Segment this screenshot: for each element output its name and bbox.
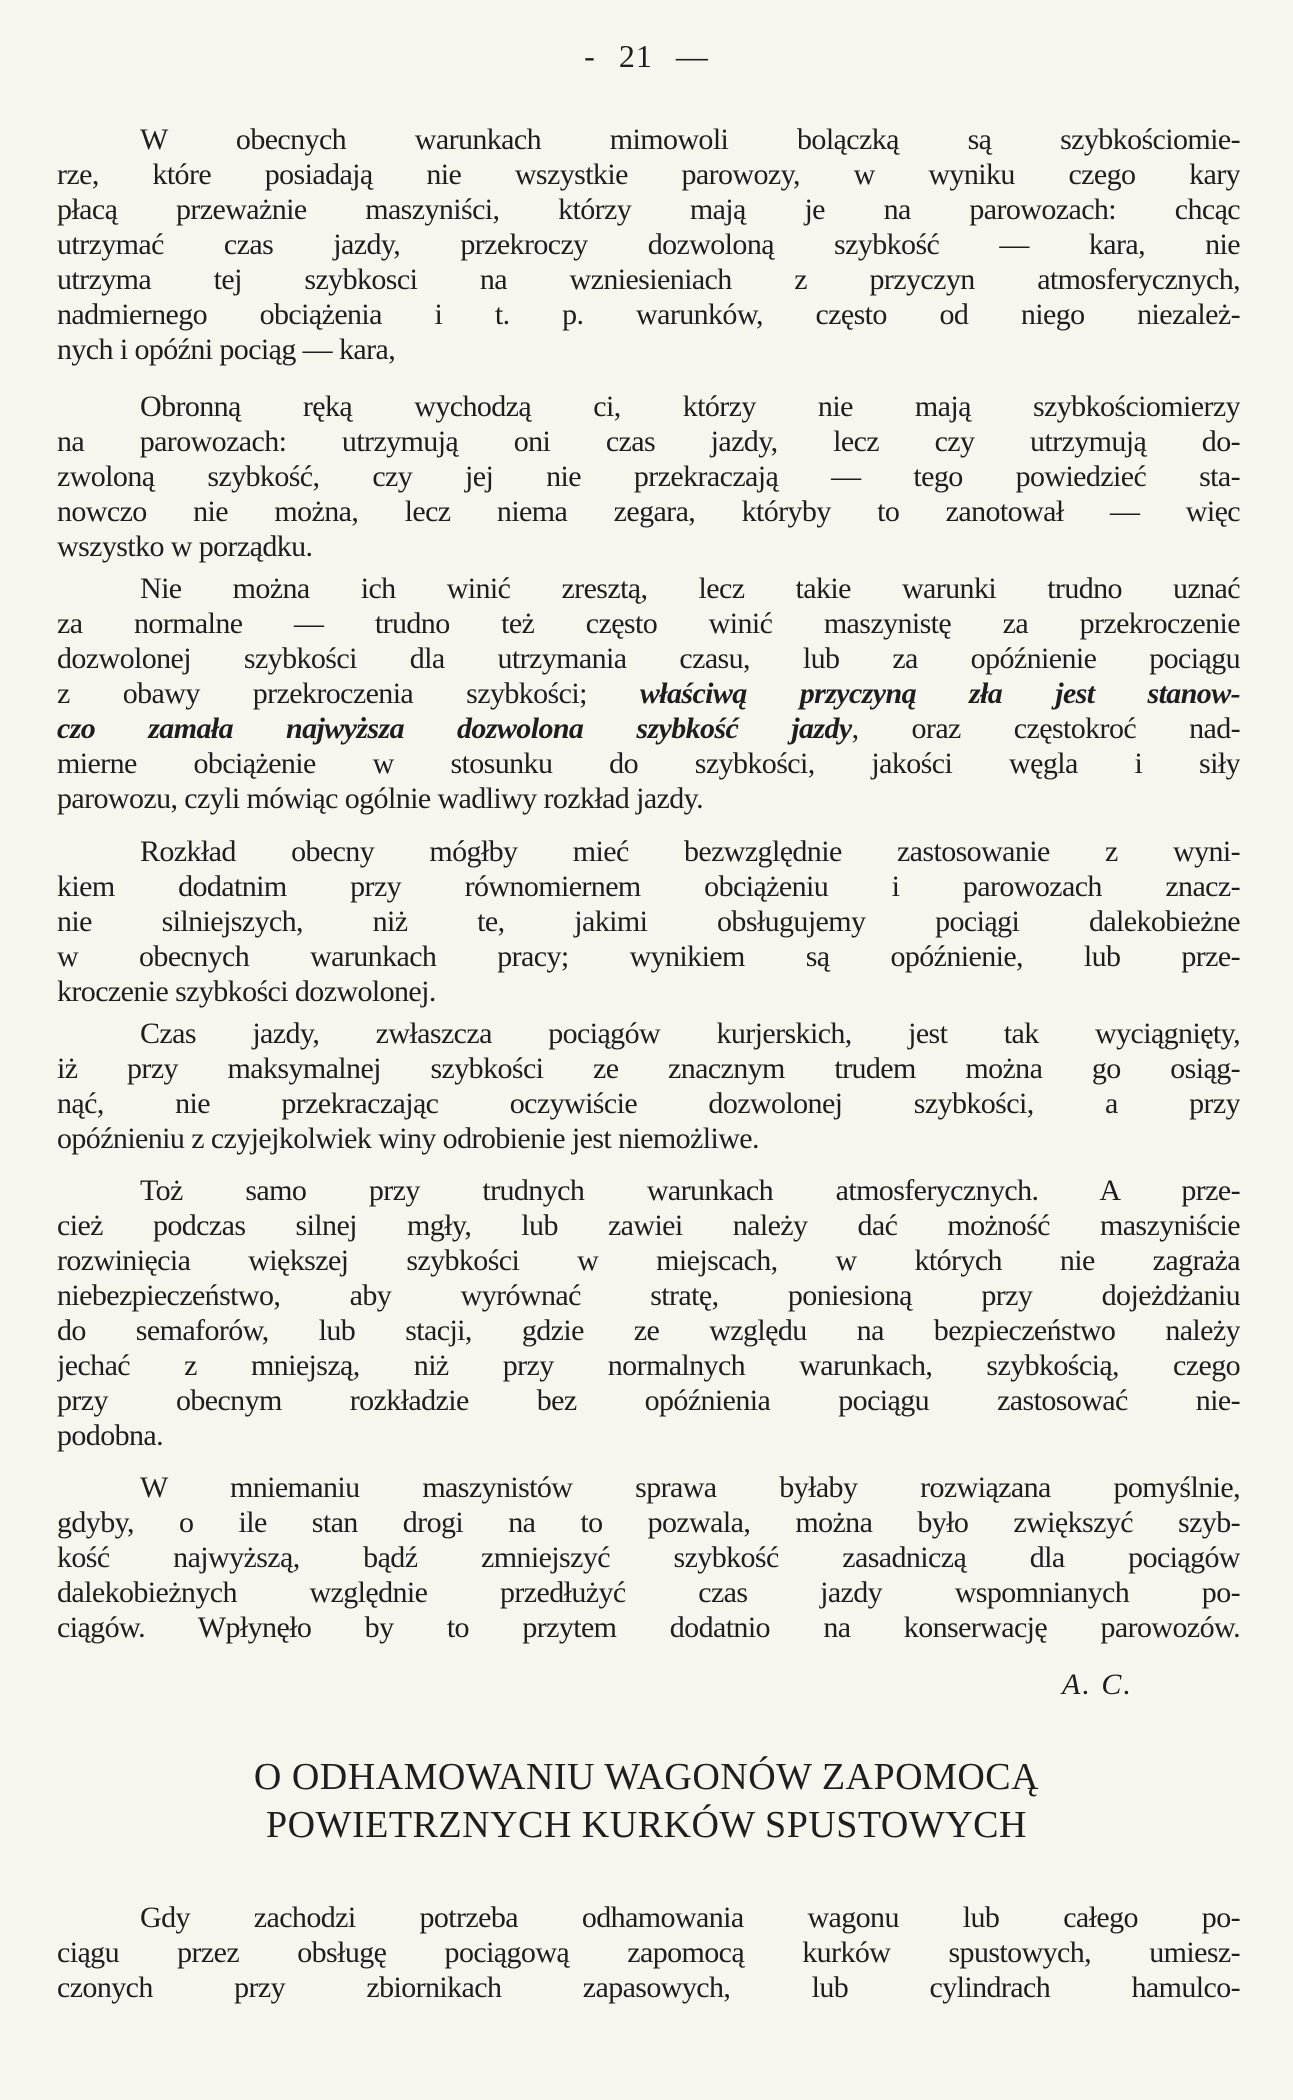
text-line: kość najwyższą, bądź zmniejszyć szybkość zasadniczą dla pociągów	[57, 1541, 1240, 1574]
paragraph-2	[57, 389, 1240, 564]
text-line: W mniemaniu maszynistów sprawa byłaby rozwiązana pomyślnie,	[140, 1471, 1240, 1504]
text-line-mixed	[57, 676, 1240, 711]
text-line: nadmiernego obciążenia i t. p. warunków, często od niego niezależ-	[57, 298, 1240, 331]
page-number-value: 21	[618, 38, 653, 74]
text-line: rozwinięcia większej szybkości w miejscach, w których nie zagraża	[57, 1244, 1240, 1277]
text-line: nąć, nie przekraczając oczywiście dozwolonej szybkości, a przy	[57, 1087, 1240, 1120]
paragraph-4	[57, 834, 1240, 1009]
text-line: nowczo nie można, lecz niema zegara, któryby to zanotował — więc	[57, 495, 1240, 528]
text-line: utrzymać czas jazdy, przekroczy dozwoloną szybkość — kara, nie	[57, 228, 1240, 261]
section-title-line-2: POWIETRZNYCH KURKÓW SPUSTOWYCH	[266, 1804, 1027, 1846]
text-line: iż przy maksymalnej szybkości ze znacznym trudem można go osiąg-	[57, 1052, 1240, 1085]
text-line: mierne obciążenie w stosunku do szybkości, jakości węgla i siły	[57, 747, 1240, 780]
paragraph-5	[57, 1016, 1240, 1156]
text-line: podobna.	[57, 1419, 164, 1452]
text-line: na parowozach: utrzymują oni czas jazdy, lecz czy utrzymują do-	[57, 425, 1240, 458]
text-line: parowozu, czyli mówiąc ogólnie wadliwy rozkład jazdy.	[57, 782, 704, 815]
text-line: nie silniejszych, niż te, jakimi obsługujemy pociągi dalekobieżne	[57, 905, 1240, 938]
text-line: w obecnych warunkach pracy; wynikiem są opóźnienie, lub prze-	[57, 940, 1240, 973]
text-normal: , oraz częstokroć nad-	[851, 712, 1240, 745]
text-line: wszystko w porządku.	[57, 530, 313, 563]
text-line: jechać z mniejszą, niż przy normalnych warunkach, szybkością, czego	[57, 1349, 1240, 1382]
text-line: przy obecnym rozkładzie bez opóźnienia pociągu zastosować nie-	[57, 1384, 1240, 1417]
text-line: Obronną ręką wychodzą ci, którzy nie mają szybkościomierzy	[140, 390, 1240, 423]
text-line: ciągu przez obsługę pociągową zapomocą kurków spustowych, umiesz-	[57, 1936, 1240, 1969]
page-number-dash-right: —	[675, 38, 709, 74]
text-line: rze, które posiadają nie wszystkie parowozy, w wyniku czego kary	[57, 158, 1240, 191]
text-line: Toż samo przy trudnych warunkach atmosferycznych. A prze-	[140, 1174, 1240, 1207]
author-signature: A. C.	[1062, 1668, 1133, 1701]
text-line: W obecnych warunkach mimowoli bolączką są szybkościomie-	[140, 123, 1240, 156]
section-title-line-1: O ODHAMOWANIU WAGONÓW ZAPOMOCĄ	[253, 1756, 1040, 1798]
text-line: kiem dodatnim przy równomiernem obciążeniu i parowozach znacz-	[57, 870, 1240, 903]
text-line: do semaforów, lub stacji, gdzie ze względu na bezpieczeństwo należy	[57, 1314, 1240, 1347]
text-line: ciągów. Wpłynęło by to przytem dodatnio na konserwację parowozów.	[57, 1611, 1240, 1644]
paragraph-3	[57, 571, 1240, 816]
text-line: utrzyma tej szybkosci na wzniesieniach z przyczyn atmosferycznych,	[57, 263, 1240, 296]
section-paragraph	[57, 1900, 1240, 2005]
paragraph-7	[57, 1470, 1240, 1645]
text-line: Rozkład obecny mógłby mieć bezwzględnie zastosowanie z wyni-	[140, 835, 1240, 868]
text-line: płacą przeważnie maszyniści, którzy mają je na parowozach: chcąc	[57, 193, 1240, 226]
paragraph-1	[57, 122, 1240, 367]
text-line: gdyby, o ile stan drogi na to pozwala, można było zwiększyć szyb-	[57, 1506, 1240, 1539]
text-line: Gdy zachodzi potrzeba odhamowania wagonu lub całego po-	[140, 1901, 1240, 1934]
section-title	[0, 1753, 1293, 1849]
text-normal: z obawy przekroczenia szybkości;	[57, 677, 640, 710]
text-line: nych i opóźni pociąg — kara,	[57, 333, 396, 366]
text-line: niebezpieczeństwo, aby wyrównać stratę, poniesioną przy dojeżdżaniu	[57, 1279, 1240, 1312]
text-line: za normalne — trudno też często winić maszynistę za przekroczenie	[57, 607, 1240, 640]
text-emphasis: właściwą przyczyną zła jest stanow-	[639, 677, 1240, 710]
text-line: Nie można ich winić zresztą, lecz takie warunki trudno uznać	[140, 572, 1240, 605]
text-line: dalekobieżnych względnie przedłużyć czas jazdy wspomnianych po-	[57, 1576, 1240, 1609]
text-line: czonych przy zbiornikach zapasowych, lub cylindrach hamulco-	[57, 1971, 1240, 2004]
text-line: dozwolonej szybkości dla utrzymania czasu, lub za opóźnienie pociągu	[57, 642, 1240, 675]
page-number	[0, 38, 1293, 75]
text-line: cież podczas silnej mgły, lub zawiei należy dać możność maszyniście	[57, 1209, 1240, 1242]
text-emphasis: czo zamała najwyższa dozwolona szybkość jazdy	[57, 712, 852, 745]
paragraph-6	[57, 1173, 1240, 1453]
text-line-mixed	[57, 711, 1240, 746]
text-line: zwoloną szybkość, czy jej nie przekraczają — tego powiedzieć sta-	[57, 460, 1240, 493]
text-line: Czas jazdy, zwłaszcza pociągów kurjerskich, jest tak wyciągnięty,	[140, 1017, 1240, 1050]
text-line: kroczenie szybkości dozwolonej.	[57, 975, 436, 1008]
text-line: opóźnieniu z czyjejkolwiek winy odrobienie jest niemożliwe.	[57, 1122, 759, 1155]
page-number-dash-left: -	[584, 38, 596, 74]
